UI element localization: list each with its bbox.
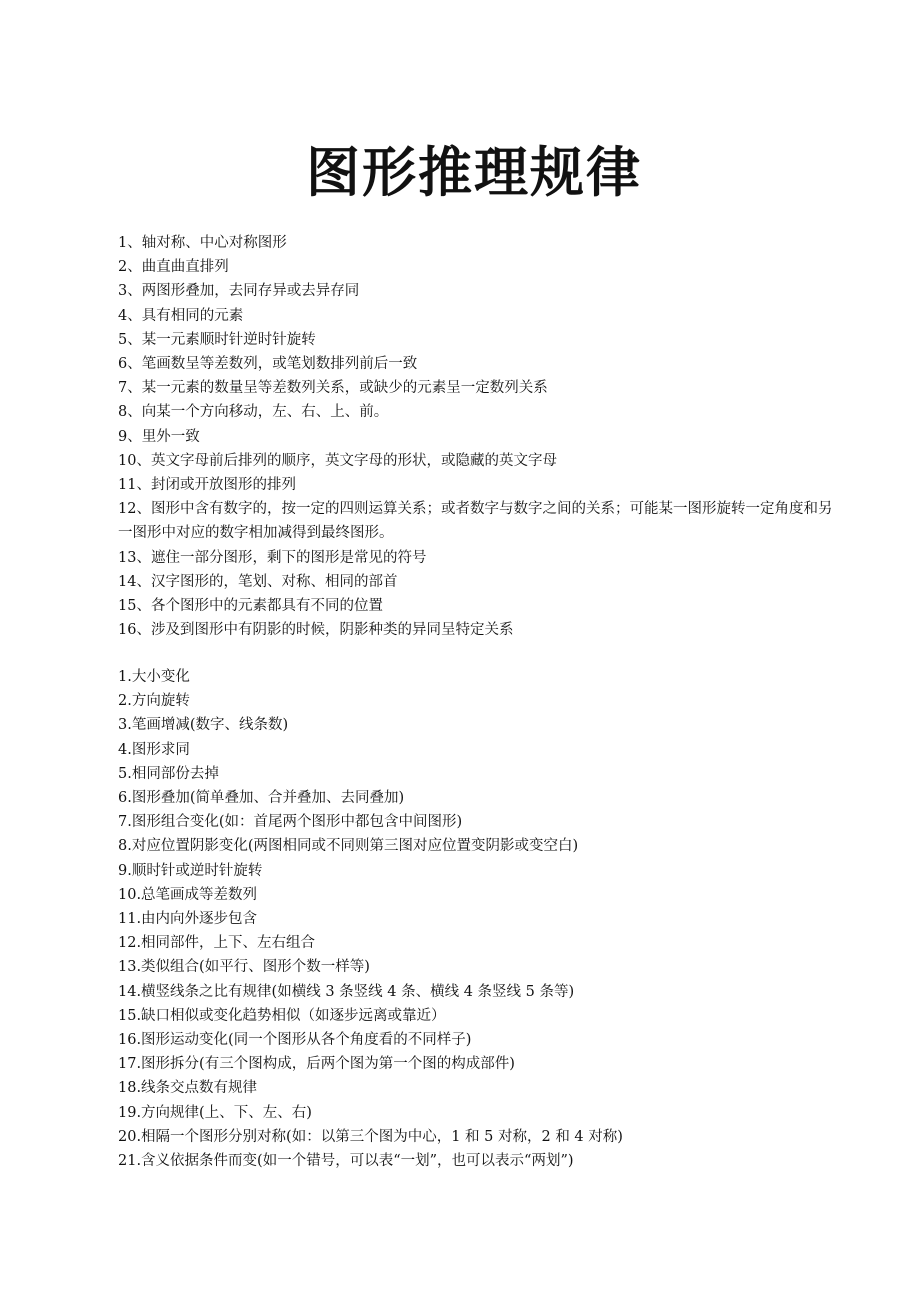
list-item: 10.总笔画成等差数列 (118, 886, 258, 903)
list-item: 21.含义依据条件而变(如一个错号，可以表“一划”，也可以表示“两划”) (118, 1153, 574, 1170)
list-item: 8.对应位置阴影变化(两图相同或不同则第三图对应位置变阴影或变空白) (118, 838, 579, 855)
list-item: 6、笔画数呈等差数列，或笔划数排列前后一致 (118, 356, 418, 373)
list-item: 11、封闭或开放图形的排列 (118, 477, 296, 494)
list-item: 5.相同部份去掉 (118, 765, 219, 782)
list-item: 3.笔画增减(数字、线条数) (118, 717, 289, 734)
list-item: 4.图形求同 (118, 741, 190, 758)
list-item: 16、涉及到图形中有阴影的时候，阴影种类的异同呈特定关系 (118, 622, 514, 639)
list-item: 15.缺口相似或变化趋势相似（如逐步远离或靠近） (118, 1007, 446, 1024)
list-item: 20.相隔一个图形分别对称(如：以第三个图为中心，1 和 5 对称，2 和 4 对称) (118, 1128, 623, 1145)
list-item: 16.图形运动变化(同一个图形从各个角度看的不同样子) (118, 1032, 472, 1049)
list-item: 17.图形拆分(有三个图构成，后两个图为第一个图的构成部件) (118, 1056, 515, 1073)
page-title: 图形推理规律 (306, 141, 642, 204)
list-item: 11.由内向外逐步包含 (118, 911, 258, 928)
list-item: 19.方向规律(上、下、左、右) (118, 1104, 312, 1121)
list-item: 7.图形组合变化(如：首尾两个图形中都包含中间图形) (118, 814, 463, 831)
list-item: 13.类似组合(如平行、图形个数一样等) (118, 959, 370, 976)
list-item: 14、汉字图形的，笔划、对称、相同的部首 (118, 573, 398, 590)
list-item: 10、英文字母前后排列的顺序，英文字母的形状，或隐藏的英文字母 (118, 452, 557, 469)
list-item: 2.方向旋转 (118, 693, 190, 710)
list-item: 13、遮住一部分图形，剩下的图形是常见的符号 (118, 549, 427, 566)
list-item: 2、曲直曲直排列 (118, 259, 229, 276)
list-item: 5、某一元素顺时针逆时针旋转 (118, 331, 316, 348)
list-item: 14.横竖线条之比有规律(如横线 3 条竖线 4 条、横线 4 条竖线 5 条等) (118, 983, 575, 1000)
list-item: 9、里外一致 (118, 428, 200, 445)
list-item: 1.大小变化 (118, 669, 190, 685)
list-item: 18.线条交点数有规律 (118, 1080, 258, 1097)
rules-list-numbered (118, 231, 838, 642)
list-item: 6.图形叠加(简单叠加、合并叠加、去同叠加) (118, 790, 405, 807)
list-item: 12、图形中含有数字的，按一定的四则运算关系；或者数字与数字之间的关系；可能某一图形旋转一定角度和另一图形中对应的数字相加减得到最终图形。 (118, 501, 833, 542)
list-item: 7、某一元素的数量呈等差数列关系，或缺少的元素呈一定数列关系 (118, 380, 548, 397)
list-item: 1、轴对称、中心对称图形 (118, 235, 287, 251)
list-item: 15、各个图形中的元素都具有不同的位置 (118, 598, 383, 615)
list-item: 3、两图形叠加，去同存异或去异存同 (118, 283, 360, 300)
rules-list-dotted (118, 665, 838, 1173)
list-item: 8、向某一个方向移动，左、右、上、前。 (118, 404, 389, 421)
list-item: 9.顺时针或逆时针旋转 (118, 862, 263, 879)
list-item: 4、具有相同的元素 (118, 307, 244, 324)
list-item: 12.相同部件，上下、左右组合 (118, 935, 316, 952)
